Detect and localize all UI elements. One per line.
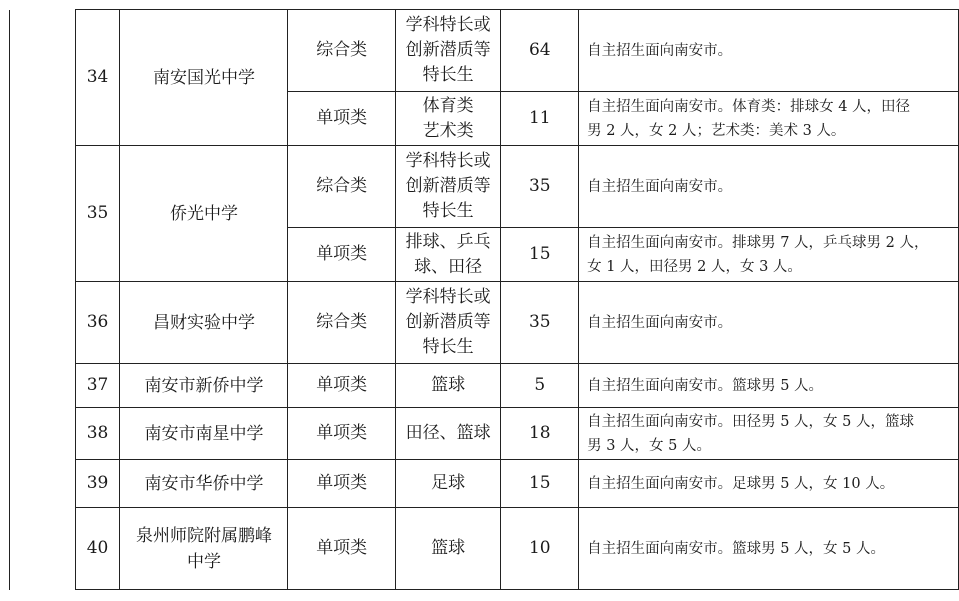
remark-line: 自主招生面向南安市。 [587, 314, 733, 331]
remark-line: 自主招生面向南安市。体育类：排球女 4 人，田径 [587, 98, 911, 115]
count-cell: 64 [501, 10, 579, 92]
school-name: 昌财实验中学 [120, 282, 288, 364]
remark-line: 自主招生面向南安市。 [587, 178, 733, 195]
remark-cell [579, 146, 959, 228]
remark-line: 女 1 人，田径男 2 人，女 3 人。 [587, 258, 802, 275]
count-cell: 18 [501, 408, 579, 460]
category-cell: 单项类 [288, 228, 395, 282]
row-number: 38 [75, 408, 120, 460]
items-cell [395, 408, 501, 460]
items-cell [395, 508, 501, 590]
item-line: 篮球 [431, 375, 466, 395]
school-name: 侨光中学 [120, 146, 288, 282]
count-cell: 15 [501, 460, 579, 508]
school-name: 南安市华侨中学 [120, 460, 288, 508]
left-margin-cell [10, 10, 76, 590]
count-cell: 11 [501, 92, 579, 146]
item-line: 创新潜质等 [405, 40, 491, 60]
remark-line: 自主招生面向南安市。篮球男 5 人，女 5 人。 [587, 540, 885, 557]
remark-cell [579, 460, 959, 508]
item-line: 篮球 [431, 538, 466, 558]
row-number: 35 [75, 146, 120, 282]
item-line: 特长生 [422, 201, 474, 221]
item-line: 田径、篮球 [405, 423, 491, 443]
item-line: 特长生 [422, 65, 474, 85]
remark-line: 自主招生面向南安市。足球男 5 人，女 10 人。 [587, 475, 895, 492]
remark-line: 自主招生面向南安市。篮球男 5 人。 [587, 377, 824, 394]
category-cell: 单项类 [288, 408, 395, 460]
items-cell [395, 92, 501, 146]
remark-cell [579, 92, 959, 146]
row-number: 39 [75, 460, 120, 508]
items-cell [395, 228, 501, 282]
category-cell: 单项类 [288, 364, 395, 408]
school-name-line: 中学 [186, 551, 221, 572]
remark-cell [579, 508, 959, 590]
remark-cell [579, 408, 959, 460]
items-cell [395, 460, 501, 508]
items-cell [395, 364, 501, 408]
school-name [120, 508, 288, 590]
count-cell: 10 [501, 508, 579, 590]
count-cell: 35 [501, 282, 579, 364]
remark-cell [579, 364, 959, 408]
category-cell: 单项类 [288, 92, 395, 146]
item-line: 创新潜质等 [405, 312, 491, 332]
remark-line: 男 3 人，女 5 人。 [587, 437, 711, 454]
remark-line: 自主招生面向南安市。排球男 7 人，乒乓球男 2 人， [587, 234, 929, 251]
count-cell: 35 [501, 146, 579, 228]
items-cell [395, 282, 501, 364]
school-name-line: 泉州师院附属鹏峰 [135, 525, 272, 546]
category-cell: 单项类 [288, 460, 395, 508]
school-name: 南安国光中学 [120, 10, 288, 146]
item-line: 学科特长或 [405, 287, 491, 307]
item-line: 创新潜质等 [405, 176, 491, 196]
category-cell: 综合类 [288, 146, 395, 228]
item-line: 足球 [431, 473, 466, 493]
row-number: 37 [75, 364, 120, 408]
remark-cell [579, 10, 959, 92]
school-name: 南安市南星中学 [120, 408, 288, 460]
category-cell: 综合类 [288, 282, 395, 364]
remark-line: 男 2 人，女 2 人；艺术类：美术 3 人。 [587, 122, 846, 139]
remark-line: 自主招生面向南安市。田径男 5 人，女 5 人，篮球 [587, 413, 914, 430]
item-line: 学科特长或 [405, 151, 491, 171]
item-line: 排球、乒乓 [405, 231, 491, 252]
item-line: 特长生 [422, 337, 474, 357]
school-name: 南安市新侨中学 [120, 364, 288, 408]
item-line: 艺术类 [422, 120, 474, 141]
item-line: 学科特长或 [405, 15, 491, 35]
count-cell: 5 [501, 364, 579, 408]
items-cell [395, 146, 501, 228]
items-cell [395, 10, 501, 92]
remark-cell [579, 228, 959, 282]
remark-line: 自主招生面向南安市。 [587, 42, 733, 59]
item-line: 体育类 [422, 95, 474, 116]
row-number: 40 [75, 508, 120, 590]
remark-cell [579, 282, 959, 364]
item-line: 球、田径 [414, 256, 483, 277]
admissions-table [9, 9, 959, 590]
category-cell: 单项类 [288, 508, 395, 590]
row-number: 36 [75, 282, 120, 364]
count-cell: 15 [501, 228, 579, 282]
row-number: 34 [75, 10, 120, 146]
category-cell: 综合类 [288, 10, 395, 92]
